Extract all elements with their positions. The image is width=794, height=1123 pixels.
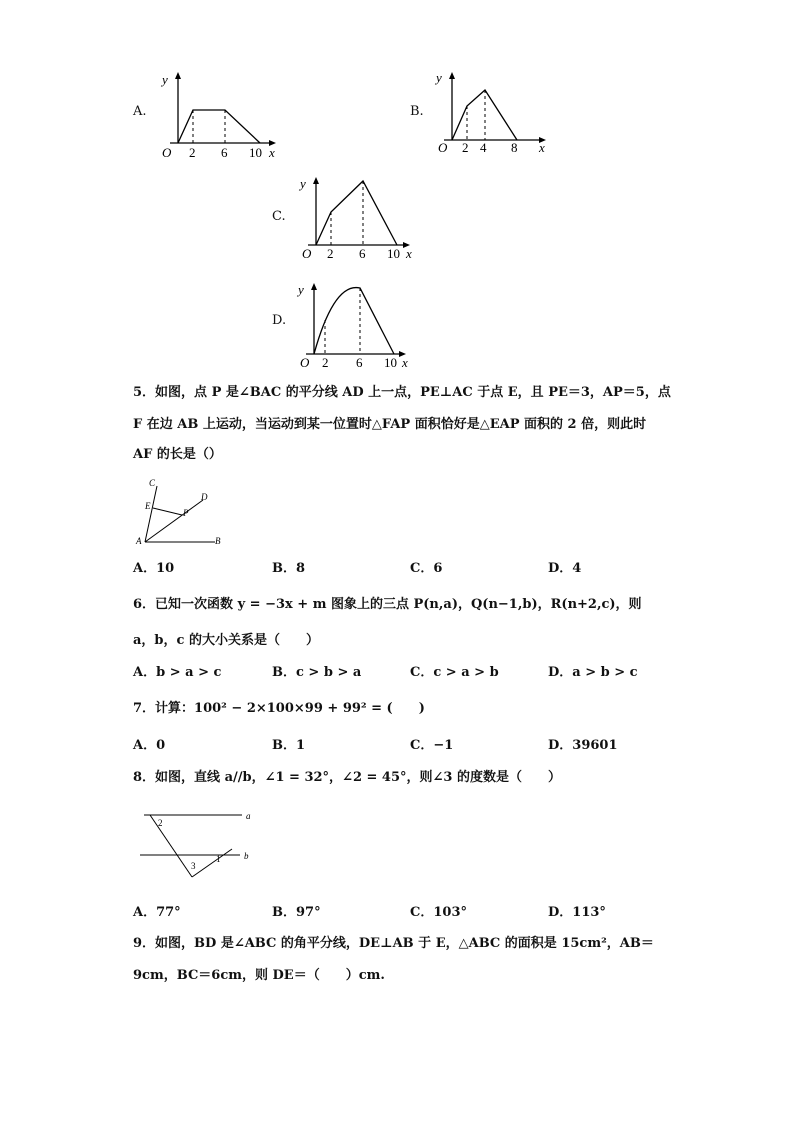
q7-choice-b: B．1	[272, 738, 306, 753]
tick-label: 2	[462, 140, 469, 155]
q9-line-2: 9cm，BC＝6cm，则 DE＝（ ）cm.	[133, 968, 385, 983]
q5-line-1: 5．如图，点 P 是∠BAC 的平分线 AD 上一点，PE⊥AC 于点 E，且 PE＝3，AP＝5，点	[133, 385, 671, 400]
q7-choice-d: D．39601	[548, 738, 618, 753]
q8-figure	[138, 805, 268, 885]
q4-graph-c	[300, 175, 430, 270]
axis-y-label: y	[436, 70, 442, 85]
q4-graph-b	[434, 70, 564, 165]
q6-choice-a: A．b > a > c	[133, 665, 222, 680]
q9-line-1: 9．如图，BD 是∠ABC 的角平分线，DE⊥AB 于 E，△ABC 的面积是 15cm²，AB＝	[133, 936, 654, 951]
tick-label: 10	[384, 355, 397, 370]
q4-graph-a	[160, 70, 290, 165]
q4-option-d-label: D.	[272, 313, 287, 328]
q5-line-3: AF 的长是（）	[133, 447, 222, 462]
origin-label: O	[302, 246, 312, 261]
tick-label: 10	[249, 145, 262, 160]
q5-choice-a: A．10	[133, 561, 175, 576]
origin-label: O	[438, 140, 448, 155]
point-b-label: B	[215, 536, 221, 546]
q6-choice-b: B．c > b > a	[272, 665, 362, 680]
angle-1-label: 1	[216, 854, 221, 864]
q8-choice-c: C．103°	[410, 905, 467, 920]
q7-choice-c: C．−1	[410, 738, 454, 753]
q6-line-2: a，b，c 的大小关系是（ ）	[133, 633, 319, 648]
axis-y-label: y	[300, 176, 306, 191]
axis-x-label: x	[539, 140, 545, 155]
q8-line-1: 8．如图，直线 a//b，∠1 = 32°，∠2 = 45°，则∠3 的度数是（ ）	[133, 770, 561, 785]
angle-3-label: 3	[191, 861, 196, 871]
axis-x-label: x	[269, 145, 275, 160]
tick-label: 8	[511, 140, 518, 155]
q6-choice-c: C．c > a > b	[410, 665, 499, 680]
line-a-label: a	[246, 811, 251, 821]
point-d-label: D	[201, 492, 208, 502]
q6-choice-d: D．a > b > c	[548, 665, 638, 680]
axis-y-label: y	[162, 72, 168, 87]
q5-choice-d: D．4	[548, 561, 582, 576]
q5-choice-b: B．8	[272, 561, 306, 576]
q4-option-b-label: B.	[410, 104, 424, 119]
axis-y-label: y	[298, 282, 304, 297]
q6-line-1: 6．已知一次函数 y = −3x + m 图象上的三点 P(n,a)，Q(n−1,b)，R(n+2,c)，则	[133, 597, 642, 612]
tick-label: 4	[480, 140, 487, 155]
q7-line-1: 7．计算：100² − 2×100×99 + 99² = ( )	[133, 701, 425, 716]
q4-option-a-label: A.	[133, 104, 147, 119]
q5-choice-c: C．6	[410, 561, 443, 576]
axis-x-label: x	[406, 246, 412, 261]
line-b-label: b	[244, 851, 249, 861]
tick-label: 6	[359, 246, 366, 261]
q4-option-c-label: C.	[272, 209, 286, 224]
tick-label: 10	[387, 246, 400, 261]
point-c-label: C	[149, 478, 156, 488]
point-a-label: A	[136, 536, 142, 546]
origin-label: O	[300, 355, 310, 370]
point-e-label: E	[145, 501, 151, 511]
q5-line-2: F 在边 AB 上运动，当运动到某一位置时△FAP 面积恰好是△EAP 面积的 2 倍，则此时	[133, 417, 647, 432]
tick-label: 2	[322, 355, 329, 370]
q4-graph-d	[298, 280, 428, 375]
tick-label: 6	[221, 145, 228, 160]
point-p-label: P	[183, 508, 189, 518]
angle-2-label: 2	[158, 818, 163, 828]
tick-label: 2	[189, 145, 196, 160]
axis-x-label: x	[402, 355, 408, 370]
q8-choice-d: D．113°	[548, 905, 606, 920]
q7-choice-a: A．0	[133, 738, 166, 753]
q8-choice-a: A．77°	[133, 905, 181, 920]
q5-figure	[135, 478, 235, 548]
origin-label: O	[162, 145, 172, 160]
q8-choice-b: B．97°	[272, 905, 321, 920]
tick-label: 6	[356, 355, 363, 370]
tick-label: 2	[327, 246, 334, 261]
